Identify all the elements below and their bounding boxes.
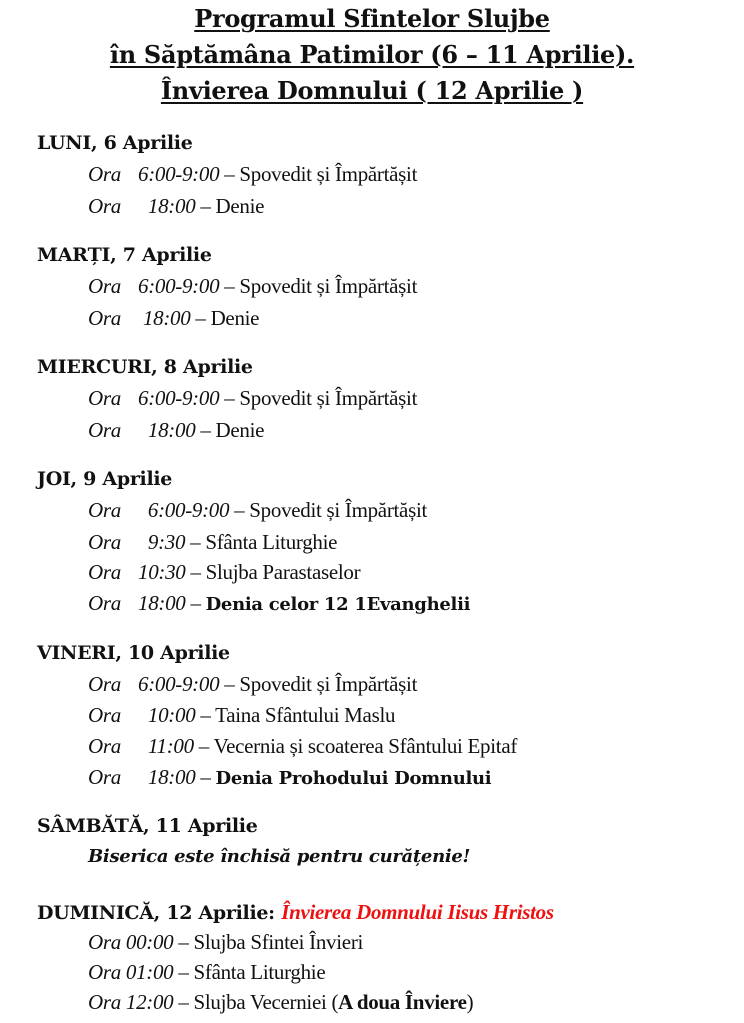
separator: – bbox=[219, 162, 240, 186]
service-name: Spovedit și Împărtășit bbox=[239, 672, 418, 696]
day-heading-text: DUMINICĂ, 12 Aprilie: bbox=[37, 902, 275, 924]
service-name: Slujba Parastaselor bbox=[205, 560, 361, 584]
time: Ora 12:00 bbox=[88, 990, 174, 1014]
time: 18:00 bbox=[138, 591, 186, 615]
closing-paren: ) bbox=[466, 990, 474, 1014]
separator: – bbox=[185, 591, 206, 615]
separator: – bbox=[185, 560, 206, 584]
time: 6:00-9:00 bbox=[138, 498, 230, 522]
ora-label: Ora bbox=[88, 194, 121, 218]
service-name: Denie bbox=[215, 194, 265, 218]
day-heading-marti: MARȚI, 7 Aprilie bbox=[37, 244, 212, 266]
time: Ora 01:00 bbox=[88, 960, 174, 984]
time: 6:00-9:00 bbox=[138, 672, 220, 696]
service-name: Denia Prohodului Domnului bbox=[215, 768, 492, 789]
schedule-row bbox=[88, 498, 427, 523]
time: 10:30 bbox=[138, 560, 186, 584]
day-heading-luni: LUNI, 6 Aprilie bbox=[37, 132, 193, 154]
service-name: Spovedit și Împărtășit bbox=[239, 162, 418, 186]
schedule-row bbox=[88, 930, 363, 955]
time: 11:00 bbox=[138, 734, 194, 758]
time: 6:00-9:00 bbox=[138, 274, 220, 298]
ora-label: Ora bbox=[88, 734, 121, 758]
separator: – bbox=[173, 960, 194, 984]
ora-label: Ora bbox=[88, 386, 121, 410]
separator: – bbox=[193, 734, 214, 758]
service-name-bold: A doua Înviere bbox=[338, 990, 467, 1014]
service-name: Slujba Vecerniei ( bbox=[193, 990, 339, 1014]
schedule-row bbox=[88, 672, 417, 697]
service-name: Vecernia și scoaterea Sfântului Epitaf bbox=[213, 734, 518, 758]
day-heading-sambata: SÂMBĂTĂ, 11 Aprilie bbox=[37, 815, 258, 837]
schedule-row bbox=[88, 418, 264, 443]
ora-label: Ora bbox=[88, 560, 121, 584]
time: 18:00 bbox=[138, 194, 196, 218]
time: 10:00 bbox=[138, 703, 196, 727]
closed-notice: Biserica este închisă pentru curățenie! bbox=[88, 846, 471, 867]
service-name: Spovedit și Împărtășit bbox=[249, 498, 428, 522]
separator: – bbox=[219, 386, 240, 410]
ora-label: Ora bbox=[88, 591, 121, 615]
ora-label: Ora bbox=[88, 765, 121, 789]
schedule-row bbox=[88, 960, 325, 985]
service-name: Taina Sfântului Maslu bbox=[215, 703, 396, 727]
time: 6:00-9:00 bbox=[138, 386, 220, 410]
schedule-row bbox=[88, 765, 491, 790]
separator: – bbox=[195, 418, 216, 442]
service-name: Sfânta Liturghie bbox=[205, 530, 338, 554]
separator: – bbox=[195, 765, 216, 789]
service-name: Spovedit și Împărtășit bbox=[239, 274, 418, 298]
ora-label: Ora bbox=[88, 162, 121, 186]
time: 18:00 bbox=[138, 306, 191, 330]
time: Ora 00:00 bbox=[88, 930, 174, 954]
ora-label: Ora bbox=[88, 498, 121, 522]
ora-label: Ora bbox=[88, 530, 121, 554]
service-name: Denie bbox=[215, 418, 265, 442]
resurrection-highlight: Învierea Domnului Iisus Hristos bbox=[281, 900, 554, 924]
separator: – bbox=[195, 194, 216, 218]
time: 6:00-9:00 bbox=[138, 162, 220, 186]
service-name: Spovedit și Împărtășit bbox=[239, 386, 418, 410]
schedule-row bbox=[88, 560, 360, 585]
ora-label: Ora bbox=[88, 274, 121, 298]
service-name: Denie bbox=[210, 306, 260, 330]
day-heading-joi: JOI, 9 Aprilie bbox=[37, 468, 173, 490]
ora-label: Ora bbox=[88, 418, 121, 442]
time: 18:00 bbox=[138, 765, 196, 789]
schedule-row bbox=[88, 386, 417, 411]
schedule-row bbox=[88, 990, 473, 1015]
title-line-3: Învierea Domnului ( 12 Aprilie ) bbox=[160, 76, 584, 105]
schedule-row bbox=[88, 530, 337, 555]
separator: – bbox=[219, 672, 240, 696]
schedule-row bbox=[88, 734, 517, 759]
day-heading-vineri: VINERI, 10 Aprilie bbox=[37, 642, 230, 664]
schedule-row bbox=[88, 274, 417, 299]
schedule-row bbox=[88, 194, 264, 219]
separator: – bbox=[185, 530, 206, 554]
ora-label: Ora bbox=[88, 672, 121, 696]
separator: – bbox=[190, 306, 211, 330]
ora-label: Ora bbox=[88, 306, 121, 330]
service-name: Denia celor 12 1Evanghelii bbox=[205, 594, 471, 615]
schedule-row bbox=[88, 703, 395, 728]
time: 9:30 bbox=[138, 530, 186, 554]
separator: – bbox=[173, 990, 194, 1014]
time: 18:00 bbox=[138, 418, 196, 442]
service-name: Sfânta Liturghie bbox=[193, 960, 326, 984]
schedule-row bbox=[88, 162, 417, 187]
separator: – bbox=[195, 703, 216, 727]
separator: – bbox=[173, 930, 194, 954]
title-line-1: Programul Sfintelor Slujbe bbox=[194, 4, 550, 33]
service-name: Slujba Sfintei Învieri bbox=[193, 930, 364, 954]
title-line-2: în Săptămâna Patimilor (6 – 11 Aprilie). bbox=[109, 40, 635, 69]
separator: – bbox=[229, 498, 250, 522]
day-heading-miercuri: MIERCURI, 8 Aprilie bbox=[37, 356, 253, 378]
separator: – bbox=[219, 274, 240, 298]
day-heading-duminica bbox=[37, 900, 554, 925]
schedule-row bbox=[88, 591, 470, 616]
ora-label: Ora bbox=[88, 703, 121, 727]
schedule-row bbox=[88, 306, 259, 331]
